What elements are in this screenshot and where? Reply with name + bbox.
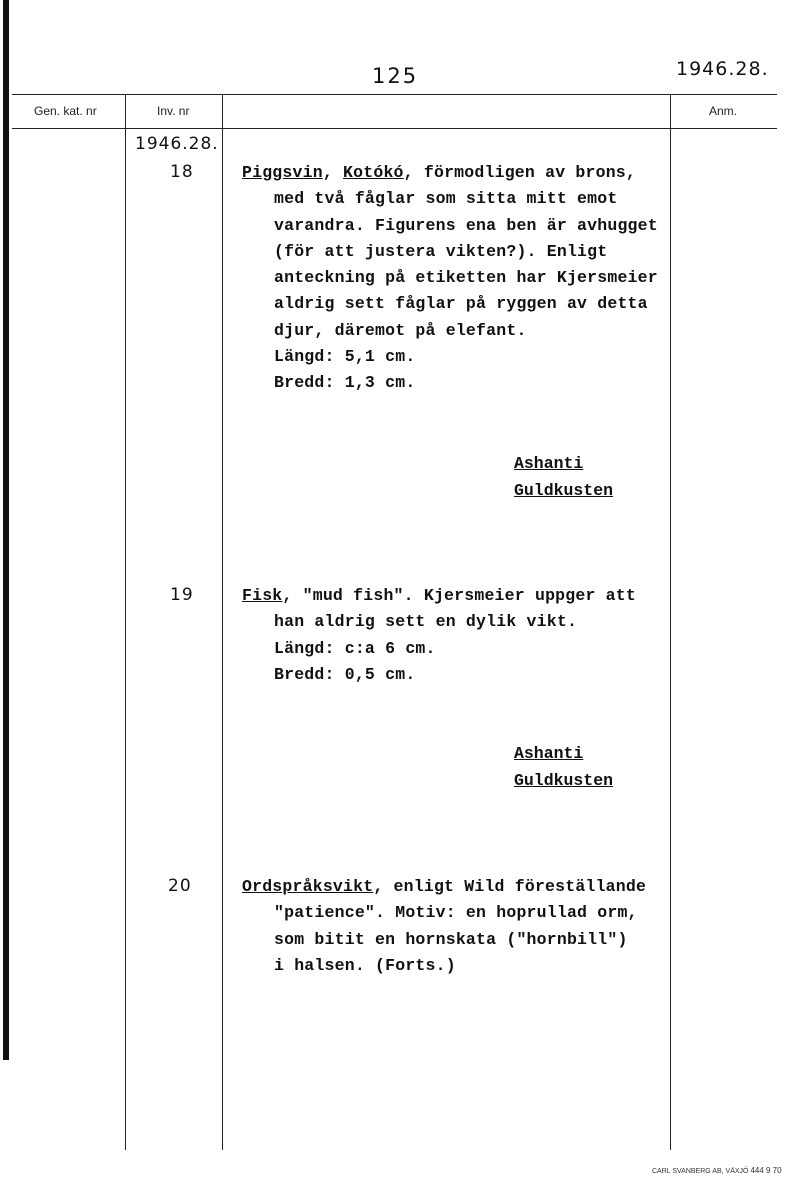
entry-line: "patience". Motiv: en hoprullad orm, — [274, 903, 638, 923]
entry-subtitle: Kotókó — [343, 163, 404, 182]
printer-name: CARL SVANBERG AB, VÄXJÖ — [652, 1168, 749, 1175]
entry-text — [242, 160, 658, 397]
column-divider-text-anm — [670, 94, 671, 1150]
column-divider-gen-inv — [125, 94, 126, 1150]
entry-people: Ashanti — [514, 744, 584, 763]
printer-imprint — [652, 1166, 782, 1175]
entry-first-line: Ordspråksvikt, enligt Wild föreställande — [242, 877, 647, 896]
entry-line: varandra. Figurens ena ben är avhugget — [274, 215, 658, 235]
page-number: 125 — [372, 64, 419, 88]
binding-edge — [3, 0, 9, 1060]
column-divider-inv-text — [222, 94, 223, 1150]
entry-line: i halsen. (Forts.) — [274, 955, 456, 975]
entry-number: 19 — [170, 585, 194, 605]
series-number: 1946.28. — [135, 134, 219, 154]
entry-text — [242, 583, 636, 688]
entry-region: Guldkusten — [514, 771, 614, 790]
entry-line: djur, däremot på elefant. — [274, 320, 527, 340]
column-header-gen-kat: Gen. kat. nr — [34, 104, 97, 118]
entry-line: Längd: c:a 6 cm. — [274, 638, 436, 658]
entry-first-line: Fisk, "mud fish". Kjersmeier uppger att — [242, 586, 636, 605]
entry-line: han aldrig sett en dylik vikt. — [274, 612, 578, 632]
entry-number: 20 — [168, 876, 192, 896]
entry-line: aldrig sett fåglar på ryggen av detta — [274, 294, 648, 314]
register-number: 1946.28. — [676, 58, 769, 80]
entry-region: Guldkusten — [514, 481, 614, 500]
column-header-inv: Inv. nr — [157, 104, 190, 118]
entry-number: 18 — [170, 162, 194, 182]
entry-title: Ordspråksvikt — [242, 877, 374, 896]
entry-title: Piggsvin — [242, 163, 323, 182]
entry-people: Ashanti — [514, 454, 584, 473]
entry-text — [242, 874, 646, 979]
header-top-rule — [12, 94, 777, 95]
entry-line: (för att justera vikten?). Enligt — [274, 241, 608, 261]
form-code: 444 9 70 — [750, 1166, 782, 1175]
entry-line: som bitit en hornskata ("hornbill") — [274, 929, 628, 949]
entry-line: anteckning på etiketten har Kjersmeier — [274, 268, 658, 288]
entry-line: Bredd: 0,5 cm. — [274, 664, 416, 684]
entry-title: Fisk — [242, 586, 283, 605]
column-header-anm: Anm. — [709, 104, 738, 118]
entry-line: med två fåglar som sitta mitt emot — [274, 189, 618, 209]
entry-line: Längd: 5,1 cm. — [274, 347, 416, 367]
entry-line: Bredd: 1,3 cm. — [274, 373, 416, 393]
header-bottom-rule — [12, 128, 777, 129]
entry-first-line: Piggsvin, Kotókó, förmodligen av brons, — [242, 163, 637, 182]
